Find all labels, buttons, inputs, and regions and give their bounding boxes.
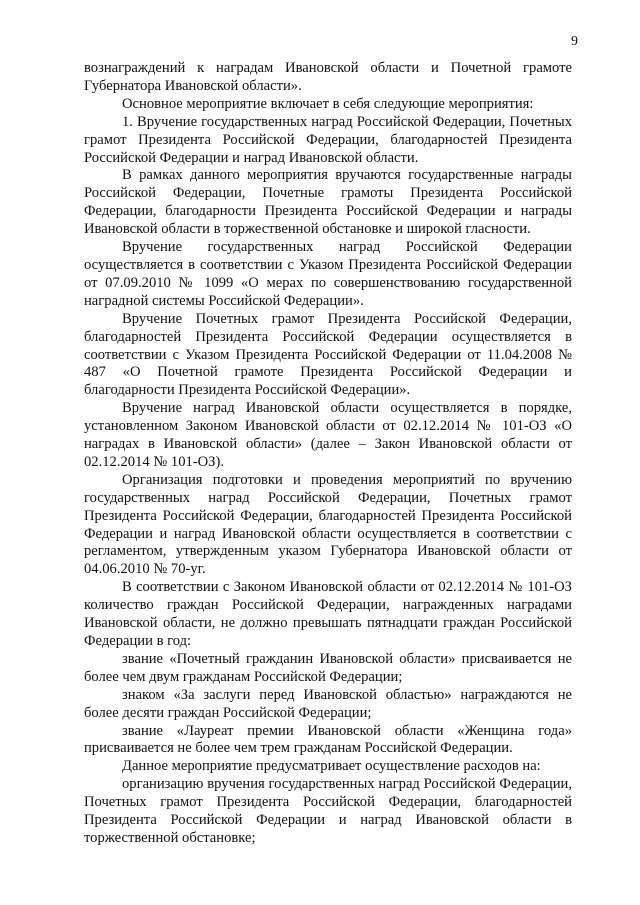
paragraph: вознаграждений к наградам Ивановской области и Почетной грамоте Губернатора Ивановской области». [84, 60, 572, 94]
page-number: 9 [571, 34, 578, 49]
paragraph: В соответствии с Законом Ивановской области от 02.12.2014 № 101-ОЗ количество граждан Российской Федерации, награжденных наградами Ивановской области, не должно превышать пятнадцати граждан Российской Федерации в год: [84, 579, 572, 649]
paragraph: В рамках данного мероприятия вручаются государственные награды Российской Федерации, Почетные грамоты Президента Российской Федерации, благодарности Президента Российской Федерации и награды Ивановской области в торжественной обстановке и широкой гласности. [84, 167, 572, 238]
paragraph: знаком «За заслуги перед Ивановской областью» награждаются не более десяти граждан Российской Федерации; [84, 686, 572, 721]
document-body [84, 60, 572, 848]
paragraph: Вручение государственных наград Российской Федерации осуществляется в соответствии с Указом Президента Российской Федерации от 07.09.2010 № 1099 «О мерах по совершенствованию государственной наградной системы Российской Федерации». [84, 239, 572, 309]
paragraph: Организация подготовки и проведения мероприятий по вручению государственных наград Российской Федерации, Почетных грамот Президента Российской Федерации, благодарностей Президента Российской Федерации и наград Ивановской области осуществляется в соответствии с регламентом, утвержденным указом Губернатора Ивановской области от 04.06.2010 № 70-уг. [84, 471, 572, 578]
paragraph: звание «Почетный гражданин Ивановской области» присваивается не более чем двум гражданам Российской Федерации; [84, 650, 572, 685]
paragraph: организацию вручения государственных наград Российской Федерации, Почетных грамот Президента Российской Федерации, благодарностей Президента Российской Федерации и наград Ивановской области в торжественной обстановке; [84, 776, 572, 846]
paragraph: звание «Лауреат премии Ивановской области «Женщина года» присваивается не более чем трем гражданам Российской Федерации. [84, 722, 572, 757]
paragraph: Вручение наград Ивановской области осуществляется в порядке, установленном Законом Ивановской области от 02.12.2014 № 101-ОЗ «О наградах в Ивановской области» (далее – Закон Ивановской области от 02.12.2014 № 101-ОЗ). [84, 400, 572, 470]
paragraph: Данное мероприятие предусматривает осуществление расходов на: [122, 758, 541, 775]
paragraph: 1. Вручение государственных наград Российской Федерации, Почетных грамот Президента Российской Федерации, благодарностей Президента Российской Федерации и наград Ивановской области. [84, 113, 572, 166]
paragraph: Вручение Почетных грамот Президента Российской Федерации, благодарностей Президента Российской Федерации осуществляется в соответствии с Указом Президента Российской Федерации от 11.04.2008 № 487 «О Почетной грамоте Президента Российской Федерации и благодарности Президента Российской Федерации». [84, 310, 572, 399]
paragraph: Основное мероприятие включает в себя следующие мероприятия: [122, 95, 534, 112]
